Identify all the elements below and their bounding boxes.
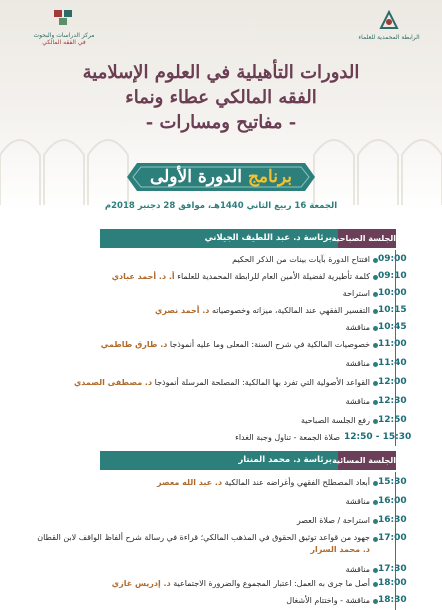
- schedule-row: [30, 373, 422, 392]
- row-title: مناقشة: [345, 497, 370, 506]
- row-time: 15:30: [378, 477, 407, 487]
- timeline-dot: [373, 481, 378, 486]
- row-speaker: د. أحمد نصري: [154, 306, 210, 315]
- row-speaker: د. إدريس غازي: [111, 579, 171, 588]
- row-text: [30, 335, 370, 354]
- row-text: [30, 428, 340, 447]
- row-title: مناقشة: [345, 397, 370, 406]
- row-title: مناقشة - واختتام الأشغال: [286, 596, 370, 605]
- row-text: [30, 473, 370, 492]
- row-time: 16:30: [378, 515, 407, 525]
- timeline-dot: [373, 582, 378, 587]
- timeline-dot: [373, 419, 378, 424]
- row-speaker: د. مصطفى الصمدي: [73, 378, 153, 387]
- timeline-dot: [373, 599, 378, 604]
- league-emblem-icon: [377, 10, 401, 30]
- row-text: [30, 511, 370, 530]
- row-text: [30, 529, 370, 559]
- row-title: التفسير الفقهي عند المالكية، ميزاته وخصوصياته: [211, 306, 370, 315]
- timeline-dot: [373, 326, 378, 331]
- row-title: أصل ما جرى به العمل: اعتبار المجموع والضرورة الاجتماعية: [173, 579, 370, 588]
- center-emblem-icon: [51, 8, 77, 28]
- row-text: [30, 492, 370, 511]
- row-title: القواعد الأصولية التي تفرد بها المالكية: المصلحة المرسلة أنموذجا: [154, 378, 370, 387]
- timeline-dot: [373, 537, 378, 542]
- row-title: مناقشة: [345, 359, 370, 368]
- research-center-logo: [14, 8, 114, 50]
- schedule-row: [30, 511, 422, 530]
- row-title: مناقشة: [345, 323, 370, 332]
- row-time: 10:15: [378, 305, 407, 315]
- row-title: أبعاد المصطلح الفقهي وأغراضه عند المالكية: [224, 478, 370, 487]
- row-time: 17:30: [378, 564, 407, 574]
- row-time: 11:00: [378, 339, 407, 349]
- logo-left-line-2: في الفقه المالكي: [42, 39, 86, 47]
- row-time: 18:00: [378, 578, 407, 588]
- evening-session-label: الجلسة المسائية: [332, 456, 396, 465]
- evening-session-chair: برئاسة د. محمد المنتار: [238, 455, 332, 465]
- timeline-dot: [373, 400, 378, 405]
- schedule-row: [30, 473, 422, 492]
- row-text: [30, 591, 370, 610]
- row-speaker: د. عبد الله معصر: [157, 478, 223, 487]
- program-title: [127, 159, 315, 195]
- row-title: صلاة الجمعة - تناول وجبة الغداء: [235, 433, 340, 442]
- timeline-dot: [373, 568, 378, 573]
- row-time: 17:00: [378, 533, 407, 543]
- program-title-main: برنامج: [247, 167, 293, 187]
- event-date: الجمعة 16 ربيع الثاني 1440هـ، موافق 28 دجنبر 2018م: [104, 201, 338, 211]
- row-title: افتتاح الدورة بآيات بينات من الذكر الحكيم: [232, 255, 370, 264]
- row-speaker: أ. د. أحمد عبادي: [111, 272, 175, 281]
- row-title: استراحة / صلاة العصر: [296, 516, 370, 525]
- timeline-dot: [373, 362, 378, 367]
- row-title: جهود من قواعد توثيق الحقوق في المذهب المالكي؛ قراءة في رسالة شرح ألفاظ الواقف لابن القطان: [37, 533, 370, 542]
- timeline-dot: [373, 343, 378, 348]
- row-time: 10:45: [378, 322, 407, 332]
- schedule-row: [30, 591, 422, 610]
- timeline-dot: [373, 519, 378, 524]
- row-speaker: د. طارق طاطمي: [100, 340, 168, 349]
- row-speaker: د. محمد السرار: [310, 545, 370, 554]
- row-time: 12:00: [378, 377, 407, 387]
- league-logo: [354, 10, 424, 50]
- logo-left-line-1: مركز الدراسات والبحوث: [33, 32, 95, 39]
- row-time: 10:00: [378, 288, 407, 298]
- timeline-dot: [373, 309, 378, 314]
- schedule-row: [30, 354, 422, 373]
- header-line-3: - مفاتيح ومسارات -: [145, 112, 297, 133]
- row-title: رفع الجلسة الصباحية: [300, 416, 370, 425]
- row-title: خصوصيات المالكية في شرح السنة: المعلى وما عليه أنموذجا: [169, 340, 370, 349]
- row-time: 09:00: [378, 254, 407, 264]
- row-text: [30, 392, 370, 411]
- timeline-dot: [373, 292, 378, 297]
- header-line-2: الفقه المالكي عطاء ونماء: [125, 87, 317, 108]
- schedule-row: [30, 492, 422, 511]
- row-title: استراحة: [342, 289, 370, 298]
- logo-right-line: الرابطة المحمدية للعلماء: [358, 34, 420, 41]
- morning-session-chair: برئاسة د. عبد اللطيف الجيلاني: [204, 233, 332, 243]
- schedule-row: [30, 335, 422, 354]
- timeline-dot: [373, 258, 378, 263]
- event-header: [0, 60, 442, 135]
- row-time: 12:30: [378, 396, 407, 406]
- row-title: مناقشة: [345, 565, 370, 574]
- timeline-dot: [373, 500, 378, 505]
- row-title: كلمة تأطيرية لفضيلة الأمين العام للرابطة المحمدية للعلماء: [177, 272, 370, 281]
- row-time: 11:40: [378, 358, 407, 368]
- schedule-row: [30, 392, 422, 411]
- schedule-row: [30, 529, 422, 559]
- program-title-rest: الدورة الأولى: [149, 167, 243, 187]
- row-text: [30, 373, 370, 392]
- row-text: [30, 354, 370, 373]
- timeline-dot: [373, 381, 378, 386]
- row-time: 12:50: [378, 415, 407, 425]
- morning-session-label: الجلسة الصباحية: [331, 234, 396, 243]
- row-time: 09:10: [378, 271, 407, 281]
- timeline-dot: [373, 275, 378, 280]
- header-line-1: الدورات التأهيلية في العلوم الإسلامية: [82, 62, 360, 83]
- row-time: 16:00: [378, 496, 407, 506]
- schedule-row: [30, 428, 422, 447]
- row-time: 18:30: [378, 595, 407, 605]
- row-time: 12:50 - 15:30: [344, 432, 412, 442]
